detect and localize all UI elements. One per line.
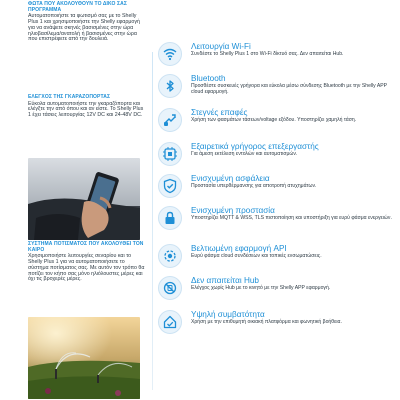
feature-desc: Ελέγχος χωρίς Hub με το κινητό με την Shelly APP εφαρμογή. [191, 285, 331, 291]
lighting-block [28, 2, 146, 43]
column-divider [152, 52, 153, 390]
feature-desc: Προστασία υπερθέρμανσης για αποτροπή ατυχημάτων. [191, 183, 317, 189]
feature-title: Βελτιωμένη εφαρμογή API [191, 244, 287, 253]
protection-icon [158, 206, 182, 230]
sprinkler-photo [28, 317, 140, 399]
feature-no-hub [158, 276, 396, 302]
left-column [0, 0, 150, 400]
feature-desc: Για άμεση εκτέλεση εντολών και αυτοματισμών. [191, 151, 298, 157]
feature-title: Λειτουργία Wi-Fi [191, 42, 251, 51]
feature-title: Ενισχυμένη ασφάλεια [191, 174, 270, 183]
feature-title: Ενισχυμένη προστασία [191, 206, 275, 215]
garden-title: ΣΥΣΤΗΜΑ ΠΟΤΙΣΜΑΤΟΣ ΠΟΥ ΑΚΟΛΟΥΘΕΙ ΤΟΝ ΚΑΙΡΟ [28, 241, 144, 253]
garage-title: ΕΛΕΓΧΟΣ ΤΗΣ ΓΚΑΡΑΖΟΠΟΡΤΑΣ [28, 94, 111, 100]
garage-block [28, 95, 146, 119]
feature-api [158, 244, 396, 270]
feature-processor [158, 142, 396, 168]
feature-title: Υψηλή συμβατότητα [191, 310, 265, 319]
feature-compatibility [158, 310, 396, 336]
feature-desc: Ευρύ φάσμα cloud συνδέσεων και τοπικές ενσωματώσεις. [191, 253, 322, 259]
garden-block [28, 242, 146, 283]
compatibility-icon [158, 310, 182, 334]
garden-desc: Χρησιμοποιήστε λειτουργίες σεναρίου και το Shelly Plus 1 για να αυτοματοποιήσετε το σύστημα ποτίσματος σας. Με αυτόν τον τρόπο θα ποτίζει τον κήπο σας μόνο ηλιόλουστες μέρες και όχι τις βροχερές μέρες. [28, 253, 145, 283]
no-hub-icon [158, 276, 182, 300]
shield-icon [158, 174, 182, 198]
feature-desc: Χρήση των φασμάτων τάσεων/voltage εξόδου. Υποστηρίζει χαμηλή τάση. [191, 117, 357, 123]
garage-desc: Εύκολα αυτοματοποιήστε την γκαραζόπορτα και ελέγξτε την από όπου και αν είστε. Το Shelly Plus 1 έχει τάσεις λειτουργίας 12V DC και 24-48V DC. [28, 100, 144, 119]
feature-bluetooth [158, 74, 396, 100]
dry-contact-icon [158, 108, 182, 132]
feature-wifi [158, 42, 396, 68]
feature-desc: Υποστηρίζει MQTT & WSS, TLS πιστοποίηση και υποστήριξη για ευρύ φάσμα ενεργειών. [191, 215, 392, 221]
feature-dry-contacts [158, 108, 396, 134]
feature-safety [158, 174, 396, 200]
api-icon [158, 244, 182, 268]
feature-desc: Χρήση με την επιθυμητή οικιακή πλατφόρμα και φωνητική βοήθεια. [191, 319, 342, 325]
car-phone-photo [28, 158, 140, 240]
feature-title: Στεγνές επαφές [191, 108, 248, 117]
lighting-title: ΦΩΤΑ ΠΟΥ ΑΚΟΛΟΥΘΟΥΝ ΤΟ ΔΙΚΟ ΣΑΣ ΠΡΟΓΡΑΜΜΑ [28, 1, 127, 13]
feature-desc: Προσθέστε συσκευές γρήγορα και εύκολα μέσω σύνδεσης Bluetooth με την Shelly APP cloud εφαρμογή. [191, 83, 387, 95]
feature-title: Εξαιρετικά γρήγορος επεξεργαστής [191, 142, 319, 151]
wifi-icon [158, 42, 182, 66]
lighting-desc: Αυτοματοποιήστε τα φωτισμό σας με το Shelly Plus 1 και χρησιμοποιήστε την Shelly εφαρμογή για να ανάψετε σκηνές βασισμένες στην ώρα ηλιοβασίλεμα/ανατολή ή βασισμένες στην ώρα που επιστρέφετε από την δουλειά. [28, 13, 140, 43]
feature-protection [158, 206, 396, 232]
feature-title: Bluetooth [191, 74, 226, 83]
feature-title: Δεν απαιτείται Hub [191, 276, 259, 285]
fast-processing-icon [158, 142, 182, 166]
feature-desc: Συνδέστε το Shelly Plus 1 στο Wi-Fi δίκτυό σας. Δεν απαιτείται Hub. [191, 51, 344, 57]
bluetooth-icon [158, 74, 182, 98]
